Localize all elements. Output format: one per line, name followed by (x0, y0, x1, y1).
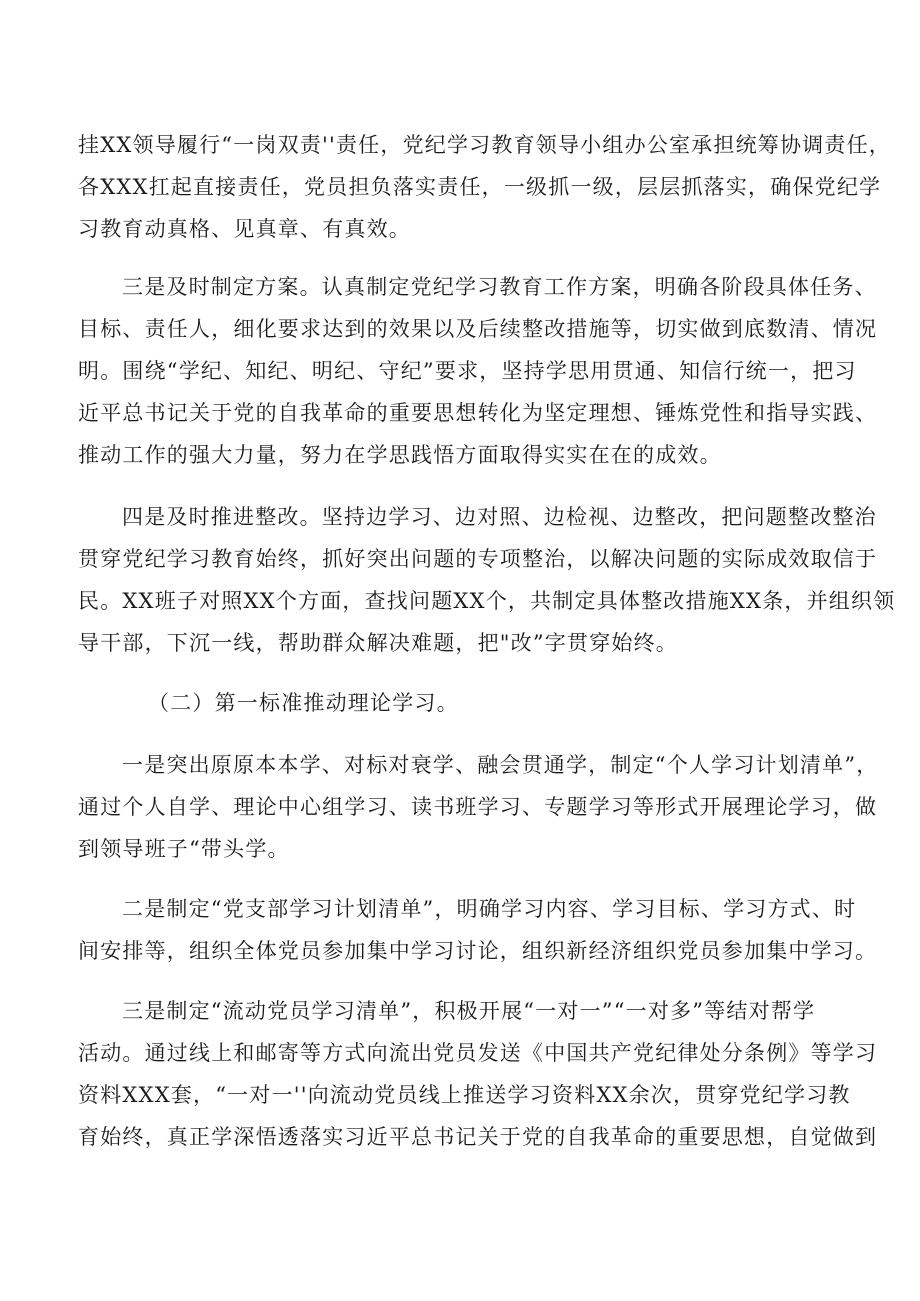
text-line: 一是突出原原本本学、对标对衰学、融会贯通学，制定“个人学习计划清单”， (122, 753, 879, 777)
text-line: 间安排等，组织全体党员参加集中学习讨论，组织新经济组织党员参加集中学习。 (78, 939, 878, 963)
section-heading (78, 682, 856, 724)
paragraph-plan (78, 266, 878, 476)
text-line: 导干部，下沉一线，帮助群众解决难题，把"改”字贯穿始终。 (78, 631, 678, 655)
text-line: 推动工作的强大力量，努力在学思践悟方面取得实实在在的成效。 (78, 443, 722, 467)
text-line: 贯穿党纪学习教育始终，抓好突出问题的专项整治，以解决问题的实际成效取信于 (78, 547, 878, 571)
text-line: 资料XXX套，“一对一''向流动党员线上推送学习资料XX余次，贯穿党纪学习教 (78, 1083, 851, 1107)
paragraph-rectification (78, 496, 896, 664)
text-line: 三是及时制定方案。认真制定党纪学习教育工作方案，明确各阶段具体任务、 (122, 275, 877, 299)
text-line: 挂XX领导履行“一岗双责''责任，党纪学习教育领导小组办公室承担统筹协调责任， (78, 133, 891, 157)
text-line: 四是及时推进整改。坚持边学习、边对照、边检视、边整改，把问题整改整治 (122, 505, 877, 529)
text-line: 到领导班子“带头学。 (78, 837, 290, 861)
paragraph-responsibility (78, 124, 891, 250)
text-line: 三是制定“流动党员学习清单”，积极开展“一对一”“一对多”等结对帮学 (122, 999, 816, 1023)
text-line: 习教育动真格、见真章、有真效。 (78, 217, 411, 241)
text-line: 民。XX班子对照XX个方面，查找问题XX个，共制定具体整改措施XX条，并组织领 (78, 589, 896, 613)
text-line: 明。围绕“学纪、知纪、明纪、守纪”要求，坚持学思用贯通、知信行统一，把习 (78, 359, 857, 383)
text-line: 育始终，真正学深悟透落实习近平总书记关于党的自我革命的重要思想，自觉做到 (78, 1125, 878, 1149)
paragraph-mobile-members (78, 990, 878, 1158)
text-line: 通过个人自学、理论中心组学习、读书班学习、专题学习等形式开展理论学习，做 (78, 795, 878, 819)
paragraph-personal-plan (78, 744, 879, 870)
text-line: 各XXX扛起直接责任，党员担负落实责任，一级抓一级，层层抓落实，确保党纪学 (78, 175, 882, 199)
text-line: 活动。通过线上和邮寄等方式向流出党员发送《中国共产党纪律处分条例》等学习 (78, 1041, 878, 1065)
text-line: 近平总书记关于党的自我革命的重要思想转化为坚定理想、锤炼党性和指导实践、 (78, 401, 878, 425)
heading-line: （二）第一标准推动理论学习。 (148, 691, 459, 715)
text-line: 目标、责任人，细化要求达到的效果以及后续整改措施等，切实做到底数清、情况 (78, 317, 878, 341)
text-line: 二是制定“党支部学习计划清单”，明确学习内容、学习目标、学习方式、时 (122, 897, 857, 921)
paragraph-branch-plan (78, 888, 878, 972)
